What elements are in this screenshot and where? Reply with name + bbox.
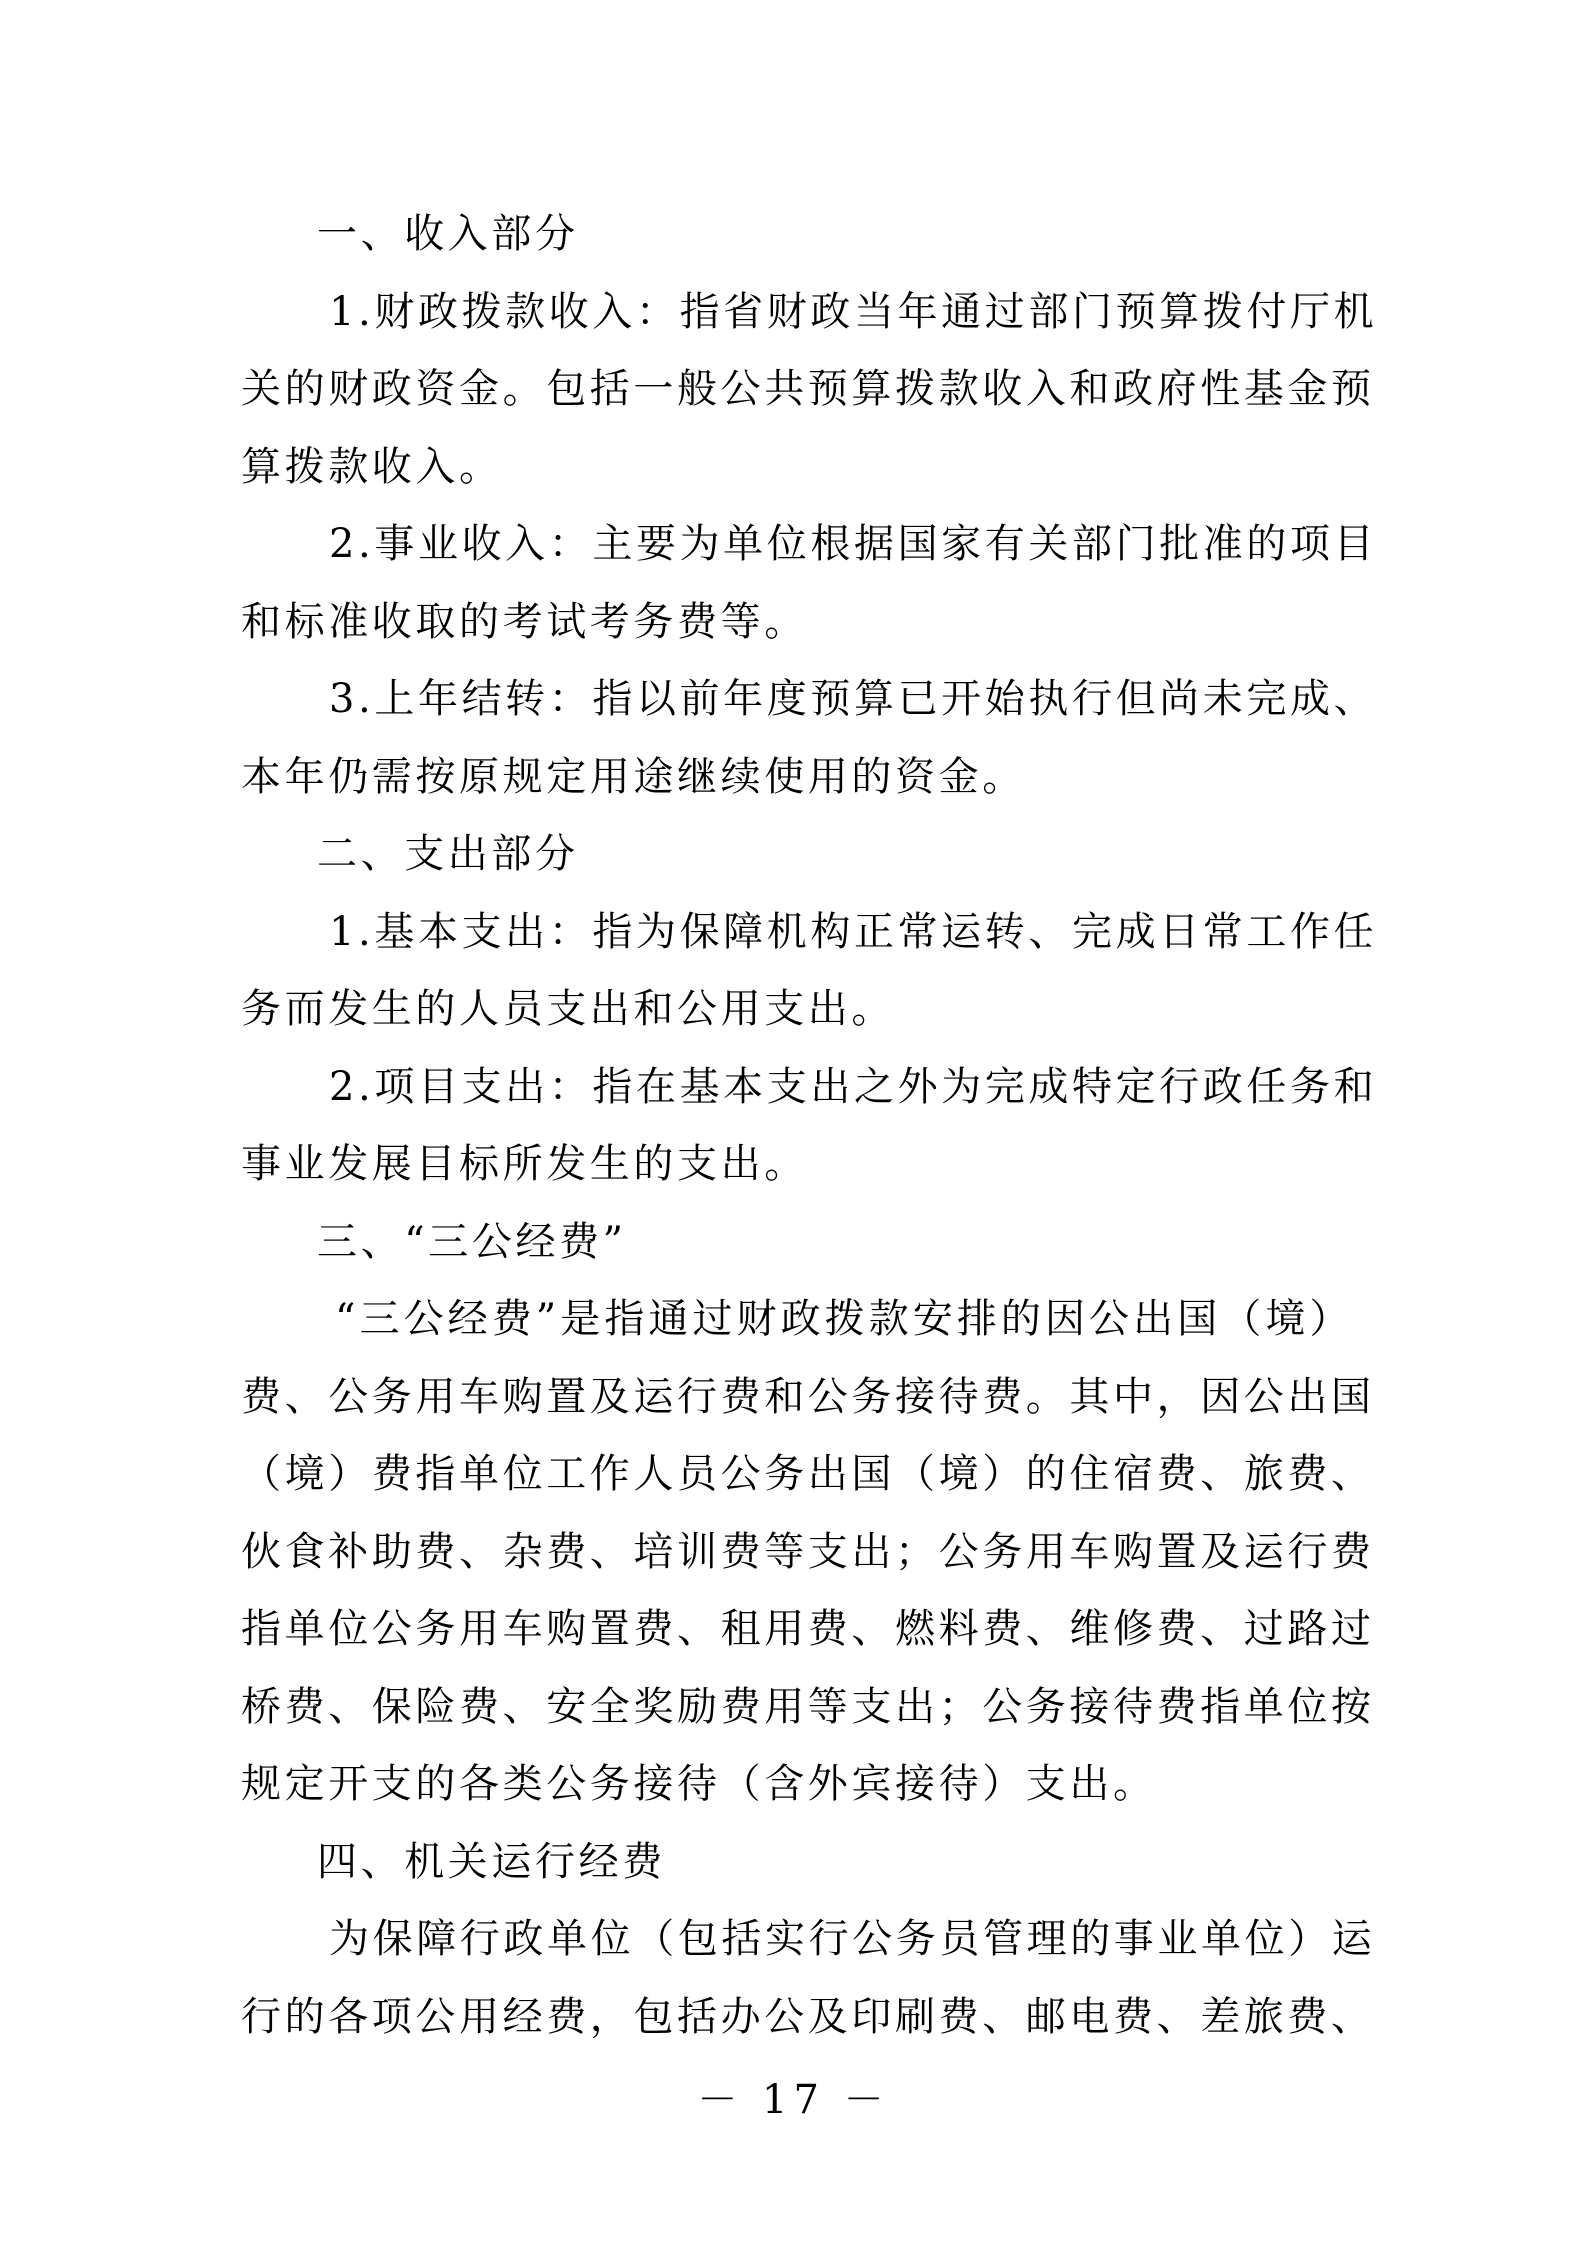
paragraph-business-income [241, 506, 1378, 661]
paragraph-basic-expenditure [241, 894, 1378, 1049]
paragraph-line: 费、公务用车购置及运行费和公务接待费。其中，因公出国 [241, 1373, 1375, 1420]
paragraph-operating-expenses [241, 1901, 1376, 2056]
section-heading-expenditure: 二、支出部分 [317, 831, 579, 877]
page-number: － 17 － [697, 2077, 890, 2123]
paragraph-line: 1.基本支出：指为保障机构正常运转、完成日常工作任 [329, 908, 1378, 955]
paragraph-three-public-expenses [241, 1281, 1375, 1824]
paragraph-line: 和标准收取的考试考务费等。 [241, 598, 808, 645]
paragraph-line: 伙食补助费、杂费、培训费等支出；公务用车购置及运行费 [241, 1528, 1375, 1575]
paragraph-line: 桥费、保险费、安全奖励费用等支出；公务接待费指单位按 [241, 1683, 1375, 1730]
paragraph-line: 2.事业收入：主要为单位根据国家有关部门批准的项目 [329, 521, 1378, 567]
paragraph-line: 指单位公务用车购置费、租用费、燃料费、维修费、过路过 [241, 1606, 1375, 1652]
paragraph-line: 本年仍需按原规定用途继续使用的资金。 [241, 753, 1026, 800]
paragraph-line: 行的各项公用经费，包括办公及印刷费、邮电费、差旅费、 [241, 1993, 1375, 2040]
section-heading-operating-expenses: 四、机关运行经费 [317, 1838, 666, 1885]
paragraph-project-expenditure [241, 1049, 1378, 1204]
document-body [241, 196, 1378, 2056]
paragraph-line: （境）费指单位工作人员公务出国（境）的住宿费、旅费、 [241, 1451, 1375, 1497]
paragraph-carryover [241, 661, 1378, 816]
paragraph-line: 2.项目支出：指在基本支出之外为完成特定行政任务和 [329, 1063, 1378, 1110]
paragraph-line: “三公经费”是指通过财政拨款安排的因公出国（境） [335, 1296, 1353, 1342]
paragraph-line: 务而发生的人员支出和公用支出。 [241, 986, 895, 1032]
section-heading-income: 一、收入部分 [317, 211, 579, 257]
paragraph-line: 3.上年结转：指以前年度预算已开始执行但尚未完成、 [329, 676, 1378, 722]
paragraph-line: 关的财政资金。包括一般公共预算拨款收入和政府性基金预 [241, 366, 1375, 412]
paragraph-line: 算拨款收入。 [241, 443, 503, 490]
section-heading-three-public-expenses: 三、“三公经费” [317, 1218, 627, 1265]
paragraph-line: 事业发展目标所发生的支出。 [241, 1141, 808, 1187]
paragraph-fiscal-appropriation [241, 274, 1378, 507]
paragraph-line: 为保障行政单位（包括实行公务员管理的事业单位）运 [329, 1916, 1376, 1962]
paragraph-line: 1.财政拨款收入：指省财政当年通过部门预算拨付厅机 [329, 288, 1378, 335]
paragraph-line: 规定开支的各类公务接待（含外宾接待）支出。 [241, 1761, 1157, 1807]
